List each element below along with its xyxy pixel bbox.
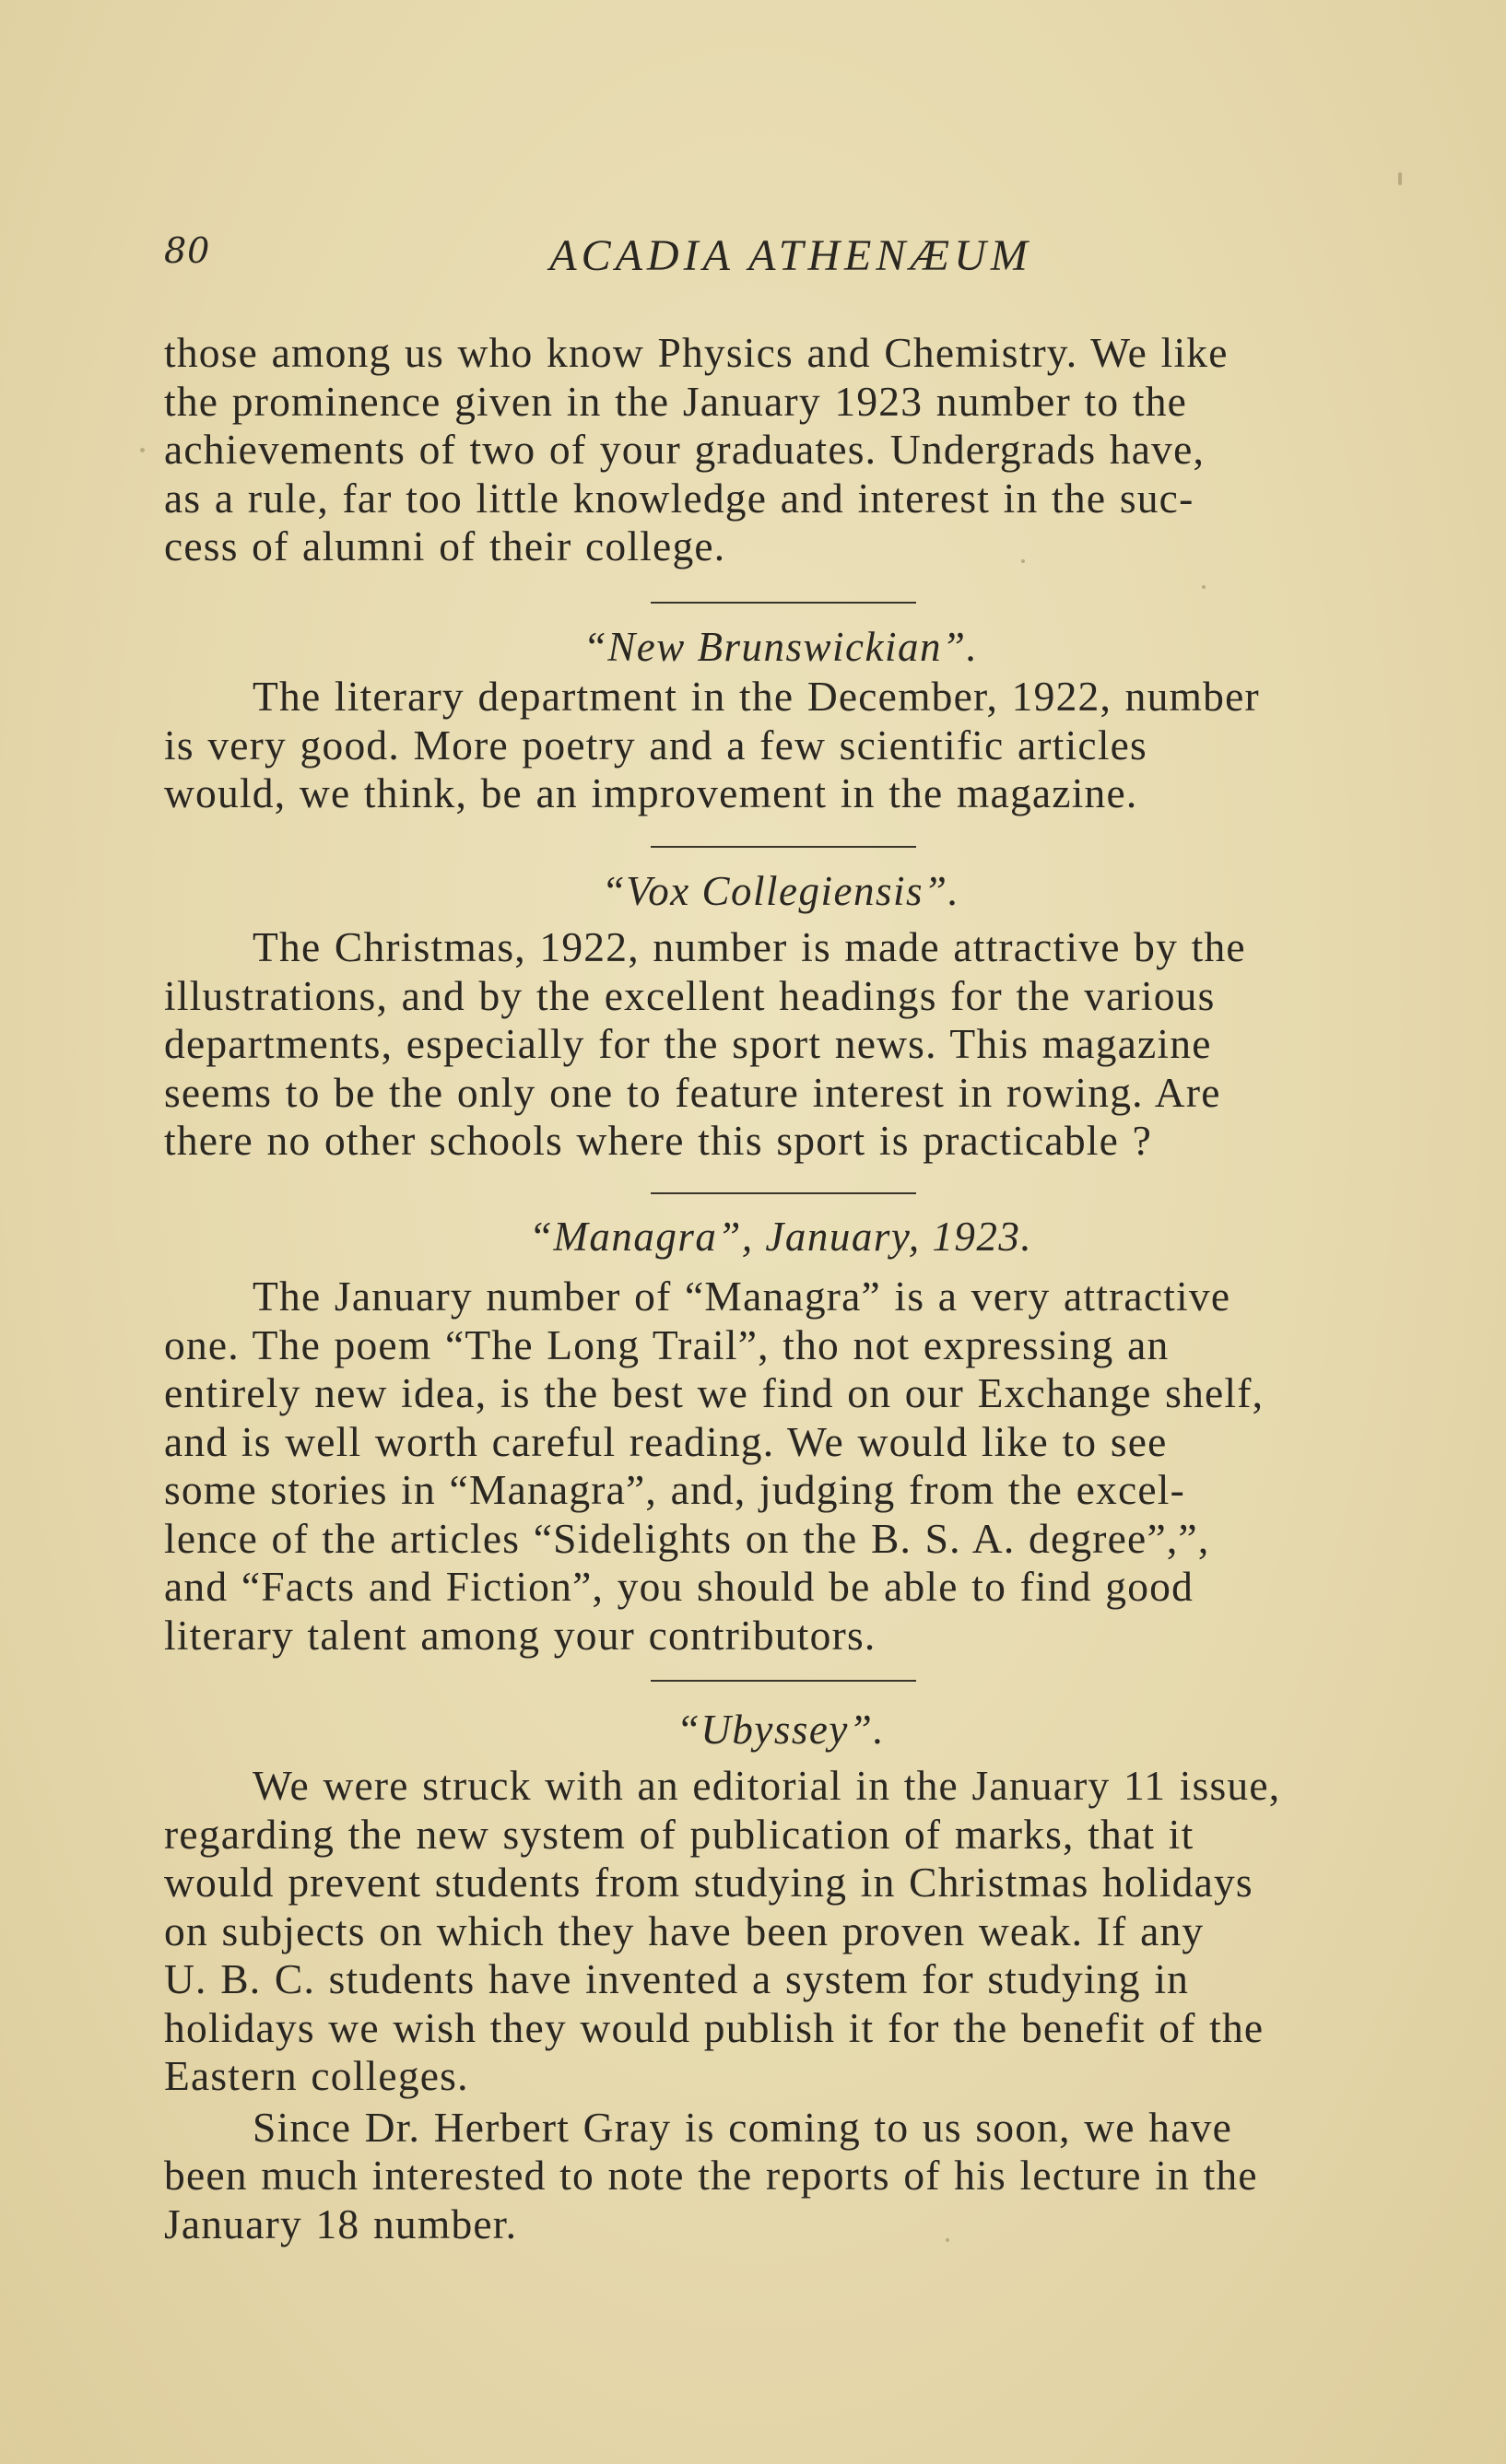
text-line: seems to be the only one to feature interest in rowing. Are [164, 1068, 1221, 1116]
text-line: there no other schools where this sport is practicable ? [164, 1117, 1152, 1164]
section-divider [651, 602, 916, 604]
text-line: some stories in “Managra”, and, judging from the excel- [164, 1466, 1185, 1513]
paper-speck [1202, 585, 1206, 589]
paper-speck [1398, 172, 1402, 185]
text-line: January 18 number. [164, 2200, 518, 2247]
text-line: achievements of two of your graduates. Undergrads have, [164, 426, 1206, 473]
text-line: Since Dr. Herbert Gray is coming to us soon, we have [253, 2103, 1232, 2151]
running-head [164, 230, 1399, 286]
section-heading: “Managra”, January, 1923. [528, 1214, 1033, 1260]
text-line: entirely new idea, is the best we find on our Exchange shelf, [164, 1369, 1265, 1416]
text-line: literary talent among your contributors. [164, 1611, 877, 1659]
text-line: holidays we wish they would publish it for the benefit of the [164, 2003, 1265, 2051]
section-heading: “Ubyssey”. [676, 1707, 886, 1753]
text-line: Eastern colleges. [164, 2052, 469, 2099]
text-line: would, we think, be an improvement in the magazine. [164, 769, 1138, 816]
text-line: We were struck with an editorial in the January 11 issue, [253, 1762, 1281, 1809]
text-line: regarding the new system of publication of marks, that it [164, 1810, 1194, 1858]
section-divider [651, 846, 916, 848]
section-divider [651, 1680, 916, 1682]
text-line: would prevent students from studying in Christmas holidays [164, 1859, 1253, 1906]
text-line: illustrations, and by the excellent headings for the various [164, 971, 1216, 1019]
paper-speck [1021, 559, 1025, 563]
section-paragraph [164, 673, 1397, 818]
section-heading: “Vox Collegiensis”. [601, 868, 960, 914]
text-line: The literary department in the December, 1922, number [253, 673, 1260, 720]
text-line: is very good. More poetry and a few scientific articles [164, 721, 1147, 769]
section-paragraph [164, 1762, 1397, 2248]
paper-speck [946, 2238, 949, 2242]
text-line: the prominence given in the January 1923 number to the [164, 377, 1188, 425]
text-line: The Christmas, 1922, number is made attractive by the [253, 923, 1246, 970]
section-paragraph [164, 923, 1397, 1166]
text-line: departments, especially for the sport news. This magazine [164, 1020, 1212, 1067]
text-line: those among us who know Physics and Chemistry. We like [164, 329, 1229, 376]
text-line: lence of the articles “Sidelights on the B. S. A. degree”,”, [164, 1514, 1210, 1562]
text-line: been much interested to note the reports of his lecture in the [164, 2152, 1258, 2199]
text-line: on subjects on which they have been proven weak. If any [164, 1907, 1205, 1954]
text-line: U. B. C. students have invented a system for studying in [164, 1955, 1190, 2002]
text-line: The January number of “Managra” is a very attractive [253, 1273, 1231, 1320]
paper-speck [140, 448, 145, 452]
text-line: and is well worth careful reading. We would like to see [164, 1417, 1168, 1465]
text-line: and “Facts and Fiction”, you should be able to find good [164, 1563, 1194, 1610]
text-line: as a rule, far too little knowledge and interest in the suc- [164, 474, 1194, 522]
journal-title: ACADIA ATHENÆUM [549, 231, 1032, 280]
section-divider [651, 1192, 916, 1194]
section-heading: “New Brunswickian”. [582, 624, 979, 670]
text-line: one. The poem “The Long Trail”, tho not expressing an [164, 1320, 1170, 1368]
page-number: 80 [164, 230, 211, 271]
text-line: cess of alumni of their college. [164, 522, 726, 569]
section-paragraph [164, 1273, 1397, 1660]
intro-paragraph [164, 329, 1397, 571]
